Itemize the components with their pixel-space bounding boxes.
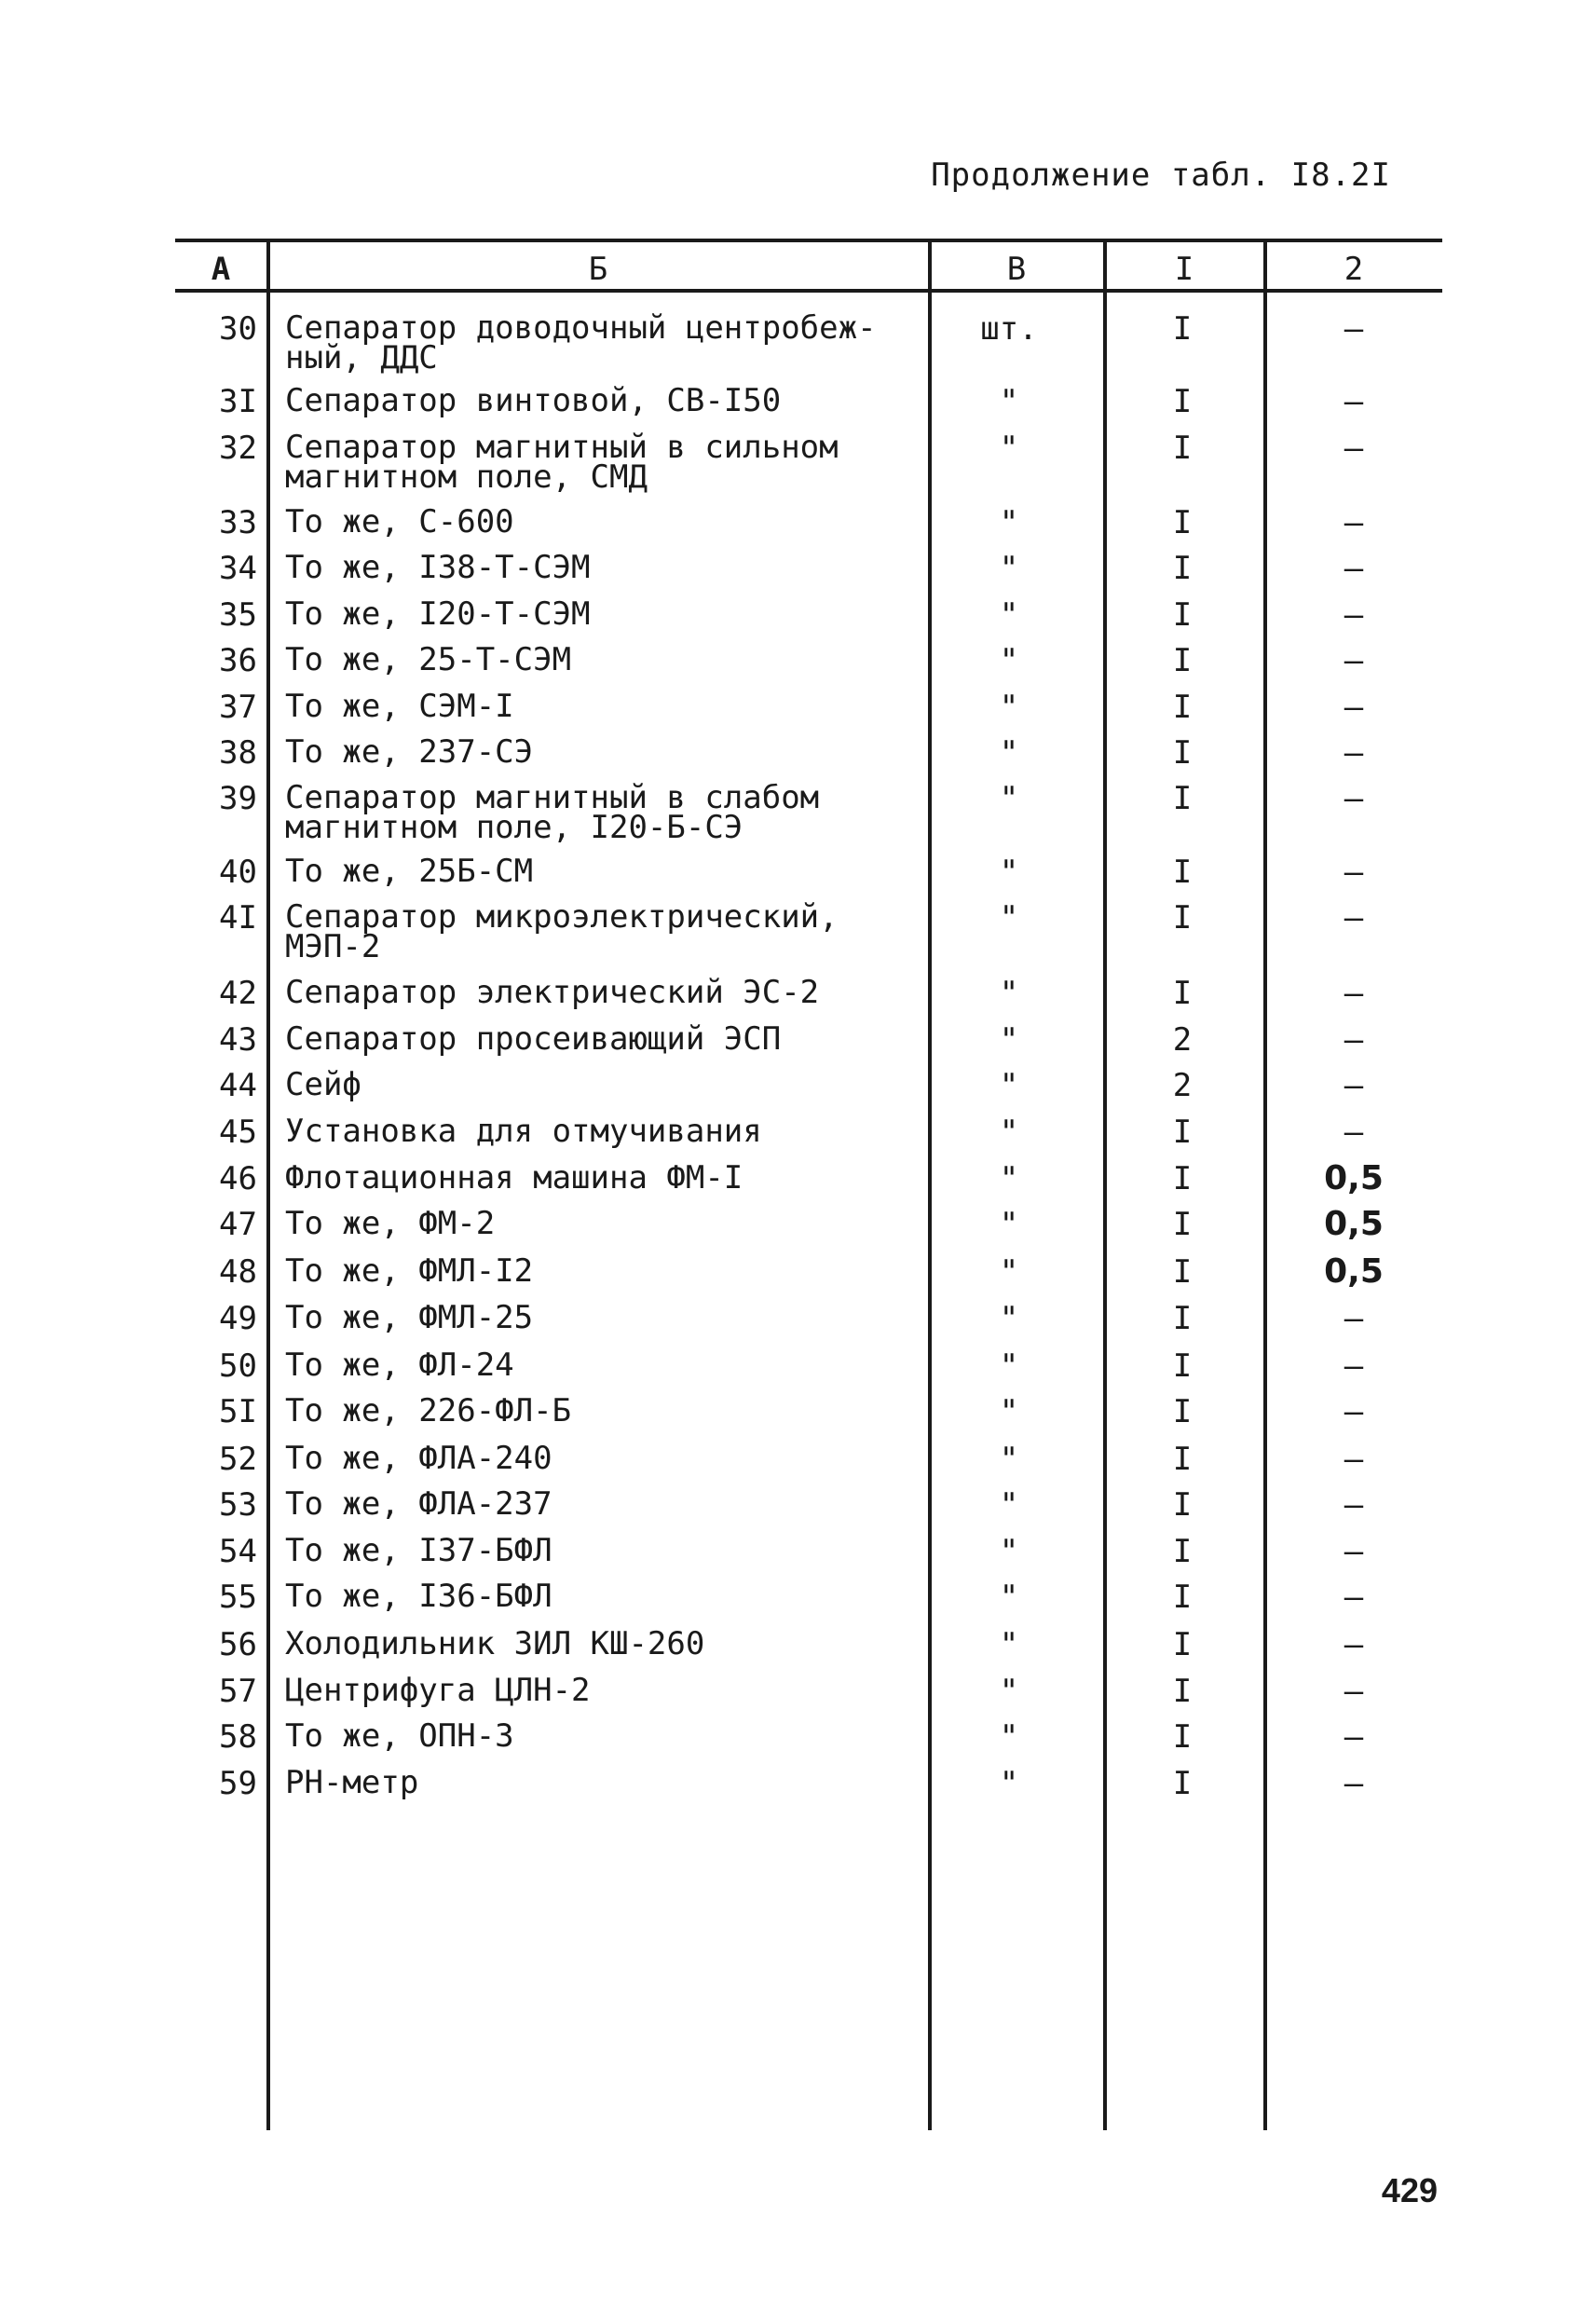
row-name: То же, С-600 — [285, 503, 514, 540]
row-quantity: I — [1172, 642, 1193, 679]
row-number: 55 — [219, 1579, 257, 1616]
row-name: Сепаратор микроэлектрический, МЭП-2 — [285, 898, 839, 965]
row-unit: " — [999, 734, 1019, 772]
row-quantity-2: 0,5 — [1324, 1205, 1384, 1243]
row-number: 47 — [219, 1206, 257, 1243]
row-number: 53 — [219, 1486, 257, 1524]
row-quantity-2: – — [1344, 504, 1364, 541]
equipment-table — [175, 239, 1442, 2130]
row-quantity: I — [1172, 734, 1193, 772]
row-number: 34 — [219, 550, 257, 587]
row-quantity: I — [1172, 854, 1193, 891]
row-quantity-2: – — [1344, 1626, 1364, 1663]
row-name: То же, I38-Т-СЭМ — [285, 549, 591, 586]
row-unit: " — [999, 1347, 1019, 1385]
row-quantity: 2 — [1172, 1067, 1193, 1104]
row-quantity: I — [1172, 975, 1193, 1012]
row-quantity-2: – — [1344, 430, 1364, 467]
column-header-b: Б — [588, 251, 608, 288]
row-quantity-2: – — [1344, 1393, 1364, 1430]
row-unit: " — [999, 1253, 1019, 1291]
row-quantity: I — [1172, 596, 1193, 634]
row-number: 30 — [219, 310, 257, 348]
row-unit: " — [999, 1626, 1019, 1663]
row-number: 32 — [219, 430, 257, 467]
row-number: 35 — [219, 596, 257, 634]
row-quantity-2: – — [1344, 596, 1364, 634]
row-name: То же, СЭМ-I — [285, 688, 514, 725]
row-quantity-2: – — [1344, 734, 1364, 772]
row-unit: " — [999, 550, 1019, 587]
row-quantity-2: – — [1344, 1300, 1364, 1337]
row-unit: " — [999, 383, 1019, 420]
row-quantity-2: – — [1344, 780, 1364, 817]
row-unit: " — [999, 596, 1019, 634]
column-header-a: А — [211, 251, 231, 288]
row-quantity-2: – — [1344, 1673, 1364, 1710]
row-number: 50 — [219, 1347, 257, 1385]
column-header-2: 2 — [1344, 251, 1364, 288]
row-name: То же, 226-ФЛ-Б — [285, 1392, 572, 1429]
column-header-v: В — [1006, 251, 1027, 288]
row-quantity-2: – — [1344, 1441, 1364, 1478]
row-quantity-2: – — [1344, 1021, 1364, 1059]
row-number: 59 — [219, 1765, 257, 1802]
row-unit: " — [999, 1393, 1019, 1430]
row-name: То же, ФМЛ-25 — [285, 1299, 534, 1336]
row-name: РН-метр — [285, 1764, 419, 1801]
row-name: Сейф — [285, 1066, 361, 1103]
row-unit: шт. — [980, 310, 1038, 348]
row-number: 57 — [219, 1673, 257, 1710]
row-name: То же, ФЛА-240 — [285, 1440, 552, 1477]
row-unit: " — [999, 689, 1019, 726]
column-header-i: I — [1174, 251, 1194, 288]
row-name: Флотационная машина ФМ-I — [285, 1159, 743, 1197]
row-unit: " — [999, 642, 1019, 679]
column-divider — [266, 239, 270, 2130]
row-quantity: I — [1172, 1393, 1193, 1430]
row-name: То же, I37-БФЛ — [285, 1532, 552, 1569]
page-number: 429 — [1381, 2171, 1438, 2209]
row-name: То же, ОПН-3 — [285, 1717, 514, 1755]
row-quantity-2: 0,5 — [1324, 1159, 1384, 1197]
row-name: Установка для отмучивания — [285, 1113, 762, 1150]
row-unit: " — [999, 1160, 1019, 1197]
row-name: То же, 25Б-СМ — [285, 853, 534, 890]
row-number: 3I — [219, 383, 257, 420]
row-quantity: I — [1172, 550, 1193, 587]
row-quantity-2: – — [1344, 642, 1364, 679]
row-number: 56 — [219, 1626, 257, 1663]
row-number: 52 — [219, 1441, 257, 1478]
row-quantity: I — [1172, 1626, 1193, 1663]
row-name: То же, I36-БФЛ — [285, 1578, 552, 1615]
row-number: 44 — [219, 1067, 257, 1104]
row-name: Центрифуга ЦЛН-2 — [285, 1672, 591, 1709]
row-number: 46 — [219, 1160, 257, 1197]
row-number: 40 — [219, 854, 257, 891]
row-quantity: I — [1172, 1253, 1193, 1291]
row-quantity: I — [1172, 1673, 1193, 1710]
row-unit: " — [999, 1533, 1019, 1570]
row-quantity-2: – — [1344, 689, 1364, 726]
row-quantity-2: – — [1344, 899, 1364, 937]
row-unit: " — [999, 899, 1019, 937]
row-quantity-2: – — [1344, 1486, 1364, 1524]
row-number: 36 — [219, 642, 257, 679]
row-unit: " — [999, 430, 1019, 467]
row-quantity: I — [1172, 780, 1193, 817]
row-number: 54 — [219, 1533, 257, 1570]
row-quantity: I — [1172, 1765, 1193, 1802]
row-quantity: I — [1172, 1718, 1193, 1756]
row-quantity-2: – — [1344, 1765, 1364, 1802]
row-quantity: I — [1172, 1300, 1193, 1337]
row-quantity-2: 0,5 — [1324, 1252, 1384, 1291]
row-quantity-2: – — [1344, 1347, 1364, 1385]
row-number: 37 — [219, 689, 257, 726]
row-name: То же, 237-СЭ — [285, 733, 534, 771]
row-number: 39 — [219, 780, 257, 817]
row-quantity: I — [1172, 689, 1193, 726]
row-name: Сепаратор винтовой, СВ-I50 — [285, 382, 782, 419]
row-quantity-2: – — [1344, 1114, 1364, 1151]
row-quantity: I — [1172, 899, 1193, 937]
row-name: Сепаратор просеивающий ЭСП — [285, 1020, 782, 1058]
row-unit: " — [999, 1206, 1019, 1243]
row-quantity: I — [1172, 504, 1193, 541]
row-unit: " — [999, 1718, 1019, 1756]
row-name: То же, I20-Т-СЭМ — [285, 595, 591, 633]
row-number: 33 — [219, 504, 257, 541]
row-name: То же, ФЛА-237 — [285, 1485, 552, 1523]
row-number: 43 — [219, 1021, 257, 1059]
row-quantity-2: – — [1344, 854, 1364, 891]
row-name: То же, ФМЛ-I2 — [285, 1252, 534, 1290]
row-quantity: I — [1172, 1486, 1193, 1524]
row-name: Сепаратор доводочный центробеж- ный, ДДС — [285, 309, 877, 376]
row-unit: " — [999, 1021, 1019, 1059]
row-number: 45 — [219, 1114, 257, 1151]
row-unit: " — [999, 504, 1019, 541]
row-unit: " — [999, 1300, 1019, 1337]
row-quantity: I — [1172, 383, 1193, 420]
row-name: То же, 25-Т-СЭМ — [285, 641, 572, 678]
row-unit: " — [999, 780, 1019, 817]
row-quantity: I — [1172, 310, 1193, 348]
row-unit: " — [999, 1673, 1019, 1710]
row-name: Сепаратор магнитный в слабом магнитном поле, I20-Б-СЭ — [285, 779, 820, 846]
row-unit: " — [999, 975, 1019, 1012]
row-quantity-2: – — [1344, 1718, 1364, 1756]
row-number: 5I — [219, 1393, 257, 1430]
row-unit: " — [999, 1579, 1019, 1616]
row-quantity: I — [1172, 1160, 1193, 1197]
row-name: То же, ФМ-2 — [285, 1205, 496, 1242]
row-quantity: I — [1172, 1441, 1193, 1478]
row-unit: " — [999, 1114, 1019, 1151]
row-quantity: I — [1172, 1206, 1193, 1243]
row-quantity: I — [1172, 1579, 1193, 1616]
row-unit: " — [999, 1067, 1019, 1104]
row-quantity: I — [1172, 1114, 1193, 1151]
row-quantity-2: – — [1344, 1533, 1364, 1570]
row-number: 38 — [219, 734, 257, 772]
row-quantity-2: – — [1344, 550, 1364, 587]
row-quantity: I — [1172, 430, 1193, 467]
row-quantity-2: – — [1344, 1067, 1364, 1104]
row-quantity: I — [1172, 1533, 1193, 1570]
row-quantity: 2 — [1172, 1021, 1193, 1059]
row-name: То же, ФЛ-24 — [285, 1347, 514, 1384]
row-number: 48 — [219, 1253, 257, 1291]
row-quantity-2: – — [1344, 383, 1364, 420]
row-number: 4I — [219, 899, 257, 937]
row-unit: " — [999, 1441, 1019, 1478]
table-top-rule — [175, 239, 1442, 242]
table-caption: Продолжение табл. I8.2I — [931, 157, 1391, 194]
row-name: Сепаратор электрический ЭС-2 — [285, 974, 820, 1011]
row-quantity-2: – — [1344, 1579, 1364, 1616]
row-quantity: I — [1172, 1347, 1193, 1385]
row-name: Холодильник ЗИЛ КШ-260 — [285, 1625, 705, 1662]
row-number: 58 — [219, 1718, 257, 1756]
row-quantity-2: – — [1344, 310, 1364, 348]
row-number: 49 — [219, 1300, 257, 1337]
row-name: Сепаратор магнитный в сильном магнитном поле, СМД — [285, 429, 839, 496]
row-quantity-2: – — [1344, 975, 1364, 1012]
row-unit: " — [999, 854, 1019, 891]
row-unit: " — [999, 1765, 1019, 1802]
row-unit: " — [999, 1486, 1019, 1524]
row-number: 42 — [219, 975, 257, 1012]
